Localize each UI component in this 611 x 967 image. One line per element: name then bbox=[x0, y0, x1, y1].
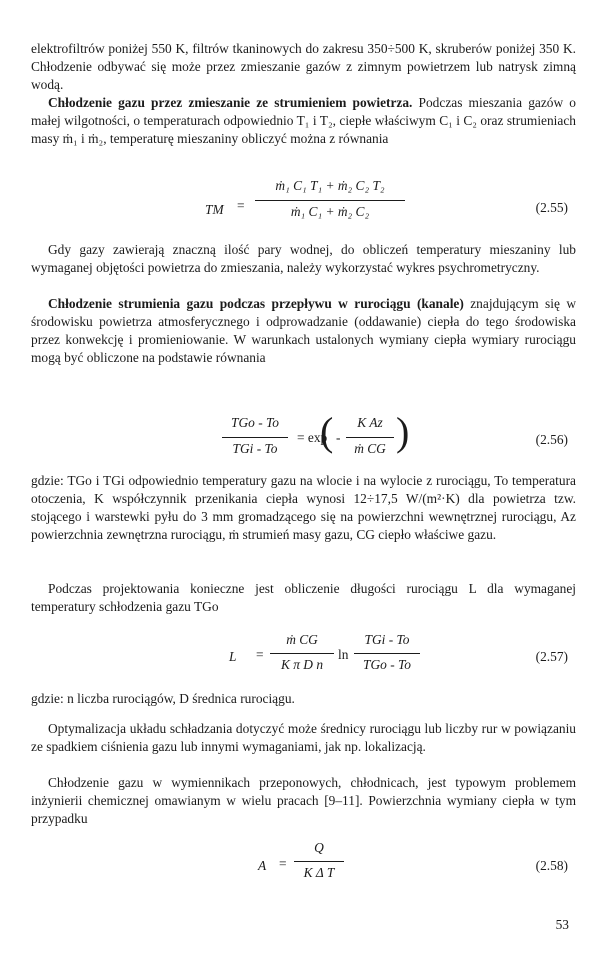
paragraph-5: gdzie: TGo i TGi odpowiednio temperatury gazu na wlocie i na wylocie z rurociągu, To temperatura otoczenia, K współczynnik przenikania ciepła wynosi 12÷17,5 W/(m²·K) dla powietrza tzw. stojącego i warstewki pyłu do 3 mm gromadzącego się na powierzchni wewnętrznej rurociągu, Az powierzchnia zewnętrzna rurociągu, ṁ strumień masy gazu, CG ciepło właściwe gazu. bbox=[31, 473, 576, 542]
paragraph-8: Optymalizacja układu schładzania dotyczyć może średnicy rurociągu lub liczby rur w powiązaniu ze spadkiem ciśnienia gazu lub innymi wymaganiami, jak np. lokalizacją. bbox=[31, 721, 576, 754]
section-heading-pipe-cooling: Chłodzenie strumienia gazu podczas przepływu w rurociągu (kanale) bbox=[48, 296, 464, 311]
paragraph-7: gdzie: n liczba rurociągów, D średnica rurociągu. bbox=[31, 691, 295, 706]
paragraph-2: Chłodzenie gazu przez zmieszanie ze strumieniem powietrza. Podczas mieszania gazów o małej wilgotności, o temperaturach odpowiednio T₁ i T₂, ciepłe właściwym C₁ i C₂ oraz strumieniach masy ṁ₁ i ṁ₂, temperaturę mieszaniny obliczyć można z równania bbox=[31, 95, 576, 146]
document-page: elektrofiltrów poniżej 550 K, filtrów tkaninowych do zakresu 350÷500 K, skruberów poniżej 350 K. Chłodzenie odbywać się może przez zmieszanie gazów z zimnym powietrzem lub natrysk zimną wodą. Chłodzenie gazu przez zmieszanie ze strumieniem powietrza. Podczas mieszania gazów o małej wilgotności, o temperaturach odpowiednio T₁ i T₂, ciepłe właściwym C₁ i C₂ oraz strumieniach masy ṁ₁ i ṁ₂, temperaturę mieszaniny obliczyć można z równania TM = ṁ₁ C₁ T₁ + ṁ₂ C₂ T₂ ṁ₁ C₁ + ṁ₂ C₂ (2.55) Gdy gazy zawierają znaczną ilość pary wodnej, do obliczeń temperatury mieszaniny lub wymaganej objętości powietrza do zmieszania, należy wykorzystać wykres psychrometryczny. Chłodzenie strumienia gazu podczas przepływu w rurociągu (kanale) znajdującym się w środowisku powietrza atmosferycznego i odprowadzanie (oddawanie) ciepła do tego środowiska przez konwekcję i promieniowanie. W warunkach ustalonych wymiany ciepła wymiary rurociągu mogą być obliczone na podstawie równania TGo - To TGi - To = exp ( - K Az ṁ CG ) (2.56) gdzie: TGo i TGi odpowiednio temperatury gazu na wlocie i na wylocie z rurociągu, To temperatura otoczenia, K współczynnik przenikania ciepła wynosi 12÷17,5 W/(m²·K) dla powietrza tzw. stojącego i warstewki pyłu do 3 mm gromadzącego się na powierzchni wewnętrznej rurociągu, Az powierzchnia zewnętrzna rurociągu, ṁ strumień masy gazu, CG ciepło właściwe gazu. Podczas projektowania konieczne jest obliczenie długości rurociągu L dla wymaganej temperatury schłodzenia gazu TGo L = ṁ CG K π D n ln TGi - To TGo - To (2.57) gdzie: n liczba rurociągów, D średnica rurociągu. Optymalizacja układu schładzania dotyczyć może średnicy rurociągu lub liczby rur w powiązaniu ze spadkiem ciśnienia gazu lub innymi wymaganiami, jak np. lokalizacją. Chłodzenie gazu w wymiennikach przeponowych, chłodnicach, jest typowym problemem inżynierii chemicznej omawianym w wielu pracach [9–11]. Powierzchnia wymiany ciepła w tym przypadku A = Q K Δ T (2.58) 53 bbox=[31, 41, 577, 932]
equation-number: (2.58) bbox=[535, 858, 568, 873]
page-number: 53 bbox=[555, 917, 569, 932]
equation-number: (2.57) bbox=[535, 649, 568, 664]
equation-number: (2.56) bbox=[535, 432, 568, 447]
paragraph-4: Chłodzenie strumienia gazu podczas przepływu w rurociągu (kanale) znajdującym się w środowisku powietrza atmosferycznego i odprowadzanie (oddawanie) ciepła do tego środowiska przez konwekcję i promieniowanie. W warunkach ustalonych wymiany ciepła wymiary rurociągu mogą być obliczone na podstawie równania bbox=[31, 296, 577, 365]
paragraph-9: Chłodzenie gazu w wymiennikach przeponowych, chłodnicach, jest typowym problemem inżynierii chemicznej omawianym w wielu pracach [9–11]. Powierzchnia wymiany ciepła w tym przypadku bbox=[31, 775, 576, 826]
paragraph-1: elektrofiltrów poniżej 550 K, filtrów tkaninowych do zakresu 350÷500 K, skruberów poniżej 350 K. Chłodzenie odbywać się może przez zmieszanie gazów z zimnym powietrzem lub natrysk zimną wodą. bbox=[31, 41, 576, 92]
paragraph-3: Gdy gazy zawierają znaczną ilość pary wodnej, do obliczeń temperatury mieszaniny lub wymaganej objętości powietrza do zmieszania, należy wykorzystać wykres psychrometryczny. bbox=[31, 242, 576, 275]
paragraph-6: Podczas projektowania konieczne jest obliczenie długości rurociągu L dla wymaganej temperatury schłodzenia gazu TGo bbox=[31, 581, 576, 614]
equation-number: (2.55) bbox=[535, 200, 568, 215]
section-heading-mixing: Chłodzenie gazu przez zmieszanie ze strumieniem powietrza. bbox=[48, 95, 413, 110]
